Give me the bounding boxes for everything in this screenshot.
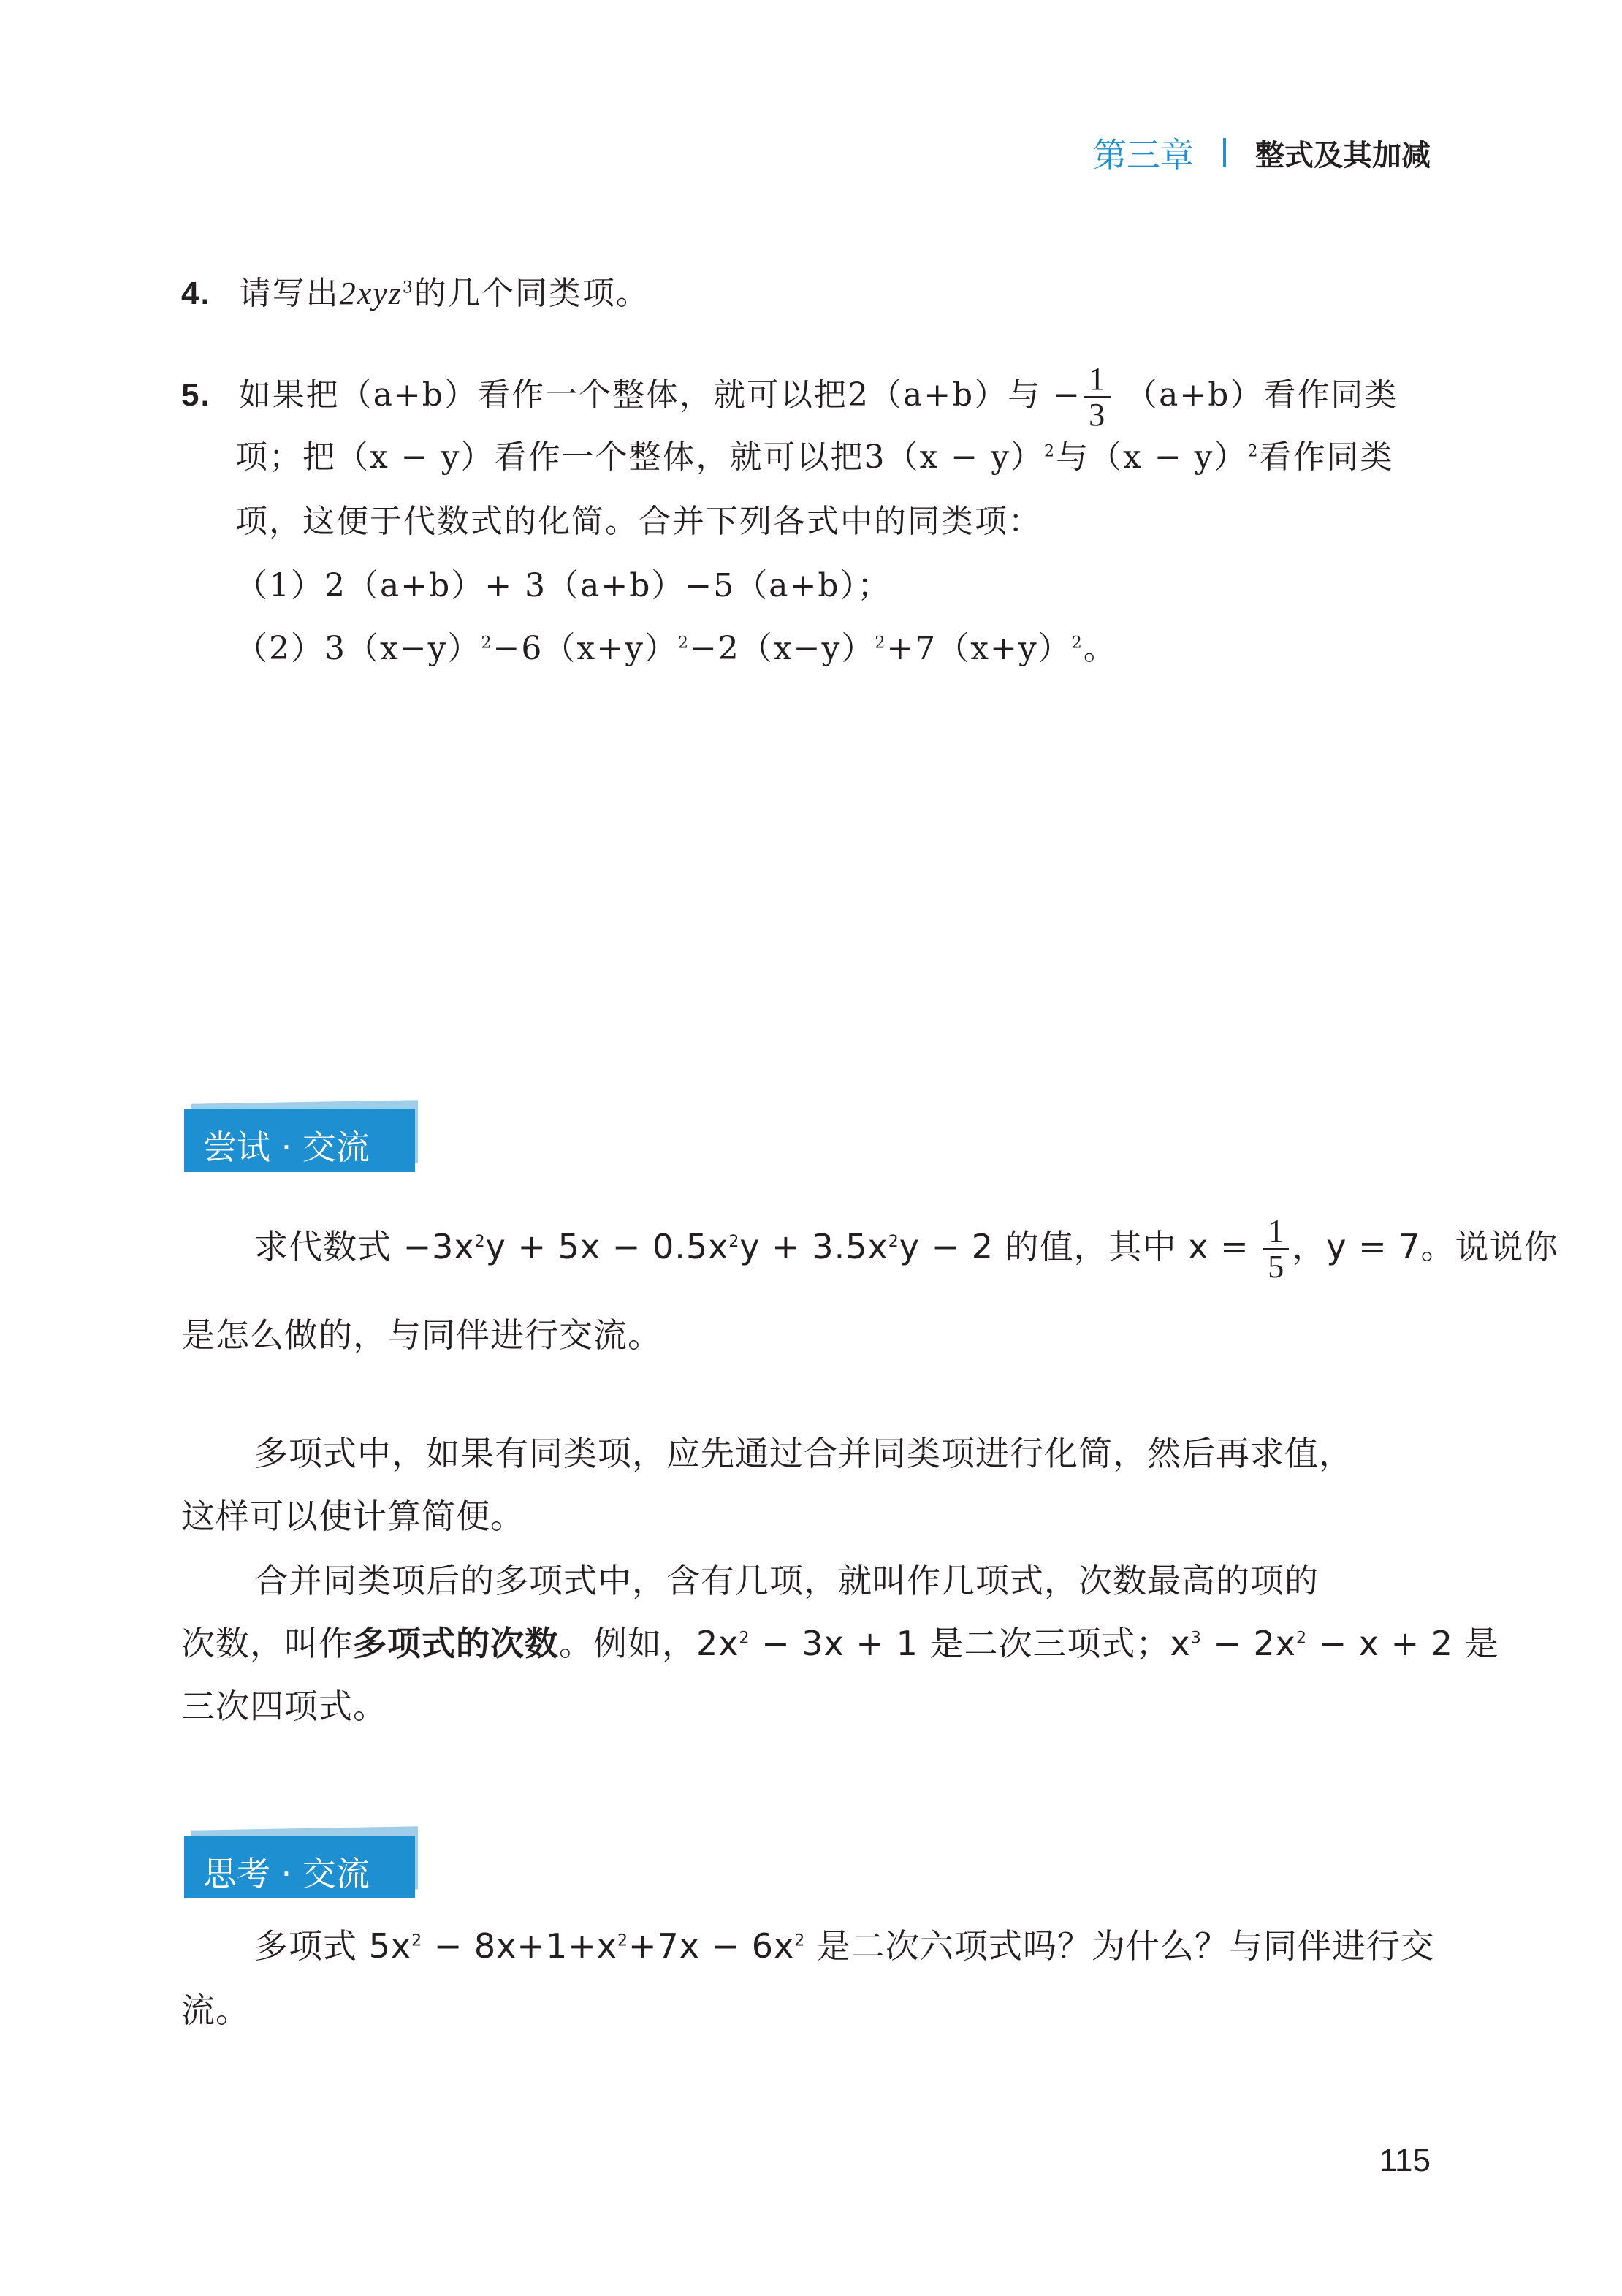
paragraph-text: − 8x+1+x — [422, 1926, 617, 1966]
exercise-text: （a+b）看作同类 — [1125, 376, 1398, 414]
exponent: 2 — [728, 1232, 740, 1251]
try-paragraph-line-2: 是怎么做的，与同伴进行交流。 — [181, 1315, 662, 1355]
exponent: 2 — [1071, 634, 1084, 653]
chapter-label: 第三章 — [1093, 135, 1194, 175]
header-divider — [1223, 138, 1226, 167]
section-tag-think-discuss — [184, 1836, 418, 1900]
running-header — [1093, 129, 1431, 177]
expression-part: −2（x−y） — [689, 630, 875, 667]
paragraph-text: y + 5x − 0.5x — [485, 1227, 729, 1267]
numerator: 1 — [1263, 1214, 1289, 1250]
exercise-4 — [181, 275, 650, 312]
paragraph-text: 求代数式 −3x — [254, 1227, 475, 1267]
exercise-text: 项；把（x − y）看作一个整体，就可以把3（x − y） — [235, 438, 1045, 476]
page-number: 115 — [1379, 2143, 1431, 2178]
exponent: 2 — [481, 634, 493, 653]
expression-part: 。 — [1083, 630, 1117, 667]
body-paragraph-1-line-1: 多项式中，如果有同类项，应先通过合并同类项进行化简，然后再求值， — [254, 1434, 1353, 1473]
expression: 2xyz — [339, 275, 403, 311]
exponent: 2 — [474, 1232, 486, 1251]
paragraph-text: y + 3.5x — [739, 1227, 888, 1267]
minus-sign: − — [1053, 376, 1082, 414]
exponent: 2 — [1044, 442, 1056, 461]
exponent: 2 — [411, 1931, 423, 1950]
exponent: 3 — [402, 278, 414, 297]
body-paragraph-1-line-2: 这样可以使计算简便。 — [181, 1497, 525, 1536]
body-paragraph-2-line-3: 三次四项式。 — [181, 1687, 387, 1726]
body-paragraph-2-line-2 — [181, 1624, 1499, 1663]
paragraph-text: − 3x + 1 是二次三项式；x — [750, 1624, 1191, 1663]
paragraph-text: − x + 2 是 — [1306, 1624, 1499, 1663]
paragraph-text: y − 2 的值，其中 x = — [899, 1227, 1249, 1267]
exponent: 2 — [617, 1931, 628, 1950]
paragraph-text: ，y = 7。说说你 — [1292, 1227, 1558, 1267]
tag-label: 思考 · 交流 — [203, 1854, 370, 1893]
exercise-text: 请写出 — [238, 275, 340, 312]
exponent: 2 — [739, 1629, 750, 1648]
exercise-text: 看作同类 — [1259, 438, 1394, 476]
numerator: 1 — [1084, 362, 1111, 398]
paragraph-text: − 2x — [1201, 1624, 1296, 1663]
exercise-5-line-2 — [235, 438, 1394, 476]
think-paragraph-line-2: 流。 — [181, 1991, 250, 2030]
tag-label: 尝试 · 交流 — [203, 1128, 370, 1167]
expression-part: （2）3（x−y） — [235, 630, 481, 667]
expression-part: −6（x+y） — [492, 630, 678, 667]
exercise-5-line-3: 项，这便于代数式的化简。合并下列各式中的同类项： — [235, 503, 1042, 540]
paragraph-text: 多项式 5x — [254, 1926, 412, 1966]
exponent: 2 — [888, 1232, 899, 1251]
exponent: 2 — [875, 634, 887, 653]
exponent: 3 — [1190, 1629, 1202, 1648]
denominator: 3 — [1089, 397, 1107, 433]
fraction-one-third — [1084, 362, 1111, 432]
paragraph-text: 次数，叫作 — [181, 1624, 353, 1663]
body-paragraph-2-line-1: 合并同类项后的多项式中，含有几项，就叫作几项式，次数最高的项的 — [254, 1561, 1319, 1600]
exercise-number: 5. — [181, 377, 211, 414]
exponent: 2 — [1247, 442, 1260, 461]
try-paragraph-line-1 — [254, 1214, 1558, 1284]
key-term: 多项式的次数 — [353, 1624, 559, 1663]
fraction-one-fifth — [1263, 1214, 1289, 1284]
paragraph-text: 是二次六项式吗？为什么？与同伴进行交 — [805, 1926, 1435, 1966]
exponent: 2 — [794, 1931, 806, 1950]
exercise-text: 的几个同类项。 — [414, 275, 650, 312]
exercise-text: 如果把（a+b）看作一个整体，就可以把2（a+b）与 — [238, 376, 1042, 414]
chapter-title: 整式及其加减 — [1255, 138, 1431, 172]
exponent: 2 — [677, 634, 690, 653]
exercise-number: 4. — [181, 275, 211, 311]
exercise-text: 与（x − y） — [1056, 438, 1248, 476]
denominator: 5 — [1268, 1249, 1285, 1285]
exercise-5-sub-1: （1）2（a+b）+ 3（a+b）−5（a+b）； — [235, 567, 891, 604]
paragraph-text: +7x − 6x — [628, 1926, 795, 1966]
exercise-5-sub-2 — [235, 630, 1117, 667]
exercise-5-line-1 — [181, 362, 1398, 432]
expression-part: +7（x+y） — [886, 630, 1072, 667]
exponent: 2 — [1295, 1629, 1307, 1648]
paragraph-text: 。例如，2x — [559, 1624, 739, 1663]
think-paragraph-line-1 — [254, 1926, 1435, 1966]
section-tag-try-discuss — [184, 1109, 418, 1174]
